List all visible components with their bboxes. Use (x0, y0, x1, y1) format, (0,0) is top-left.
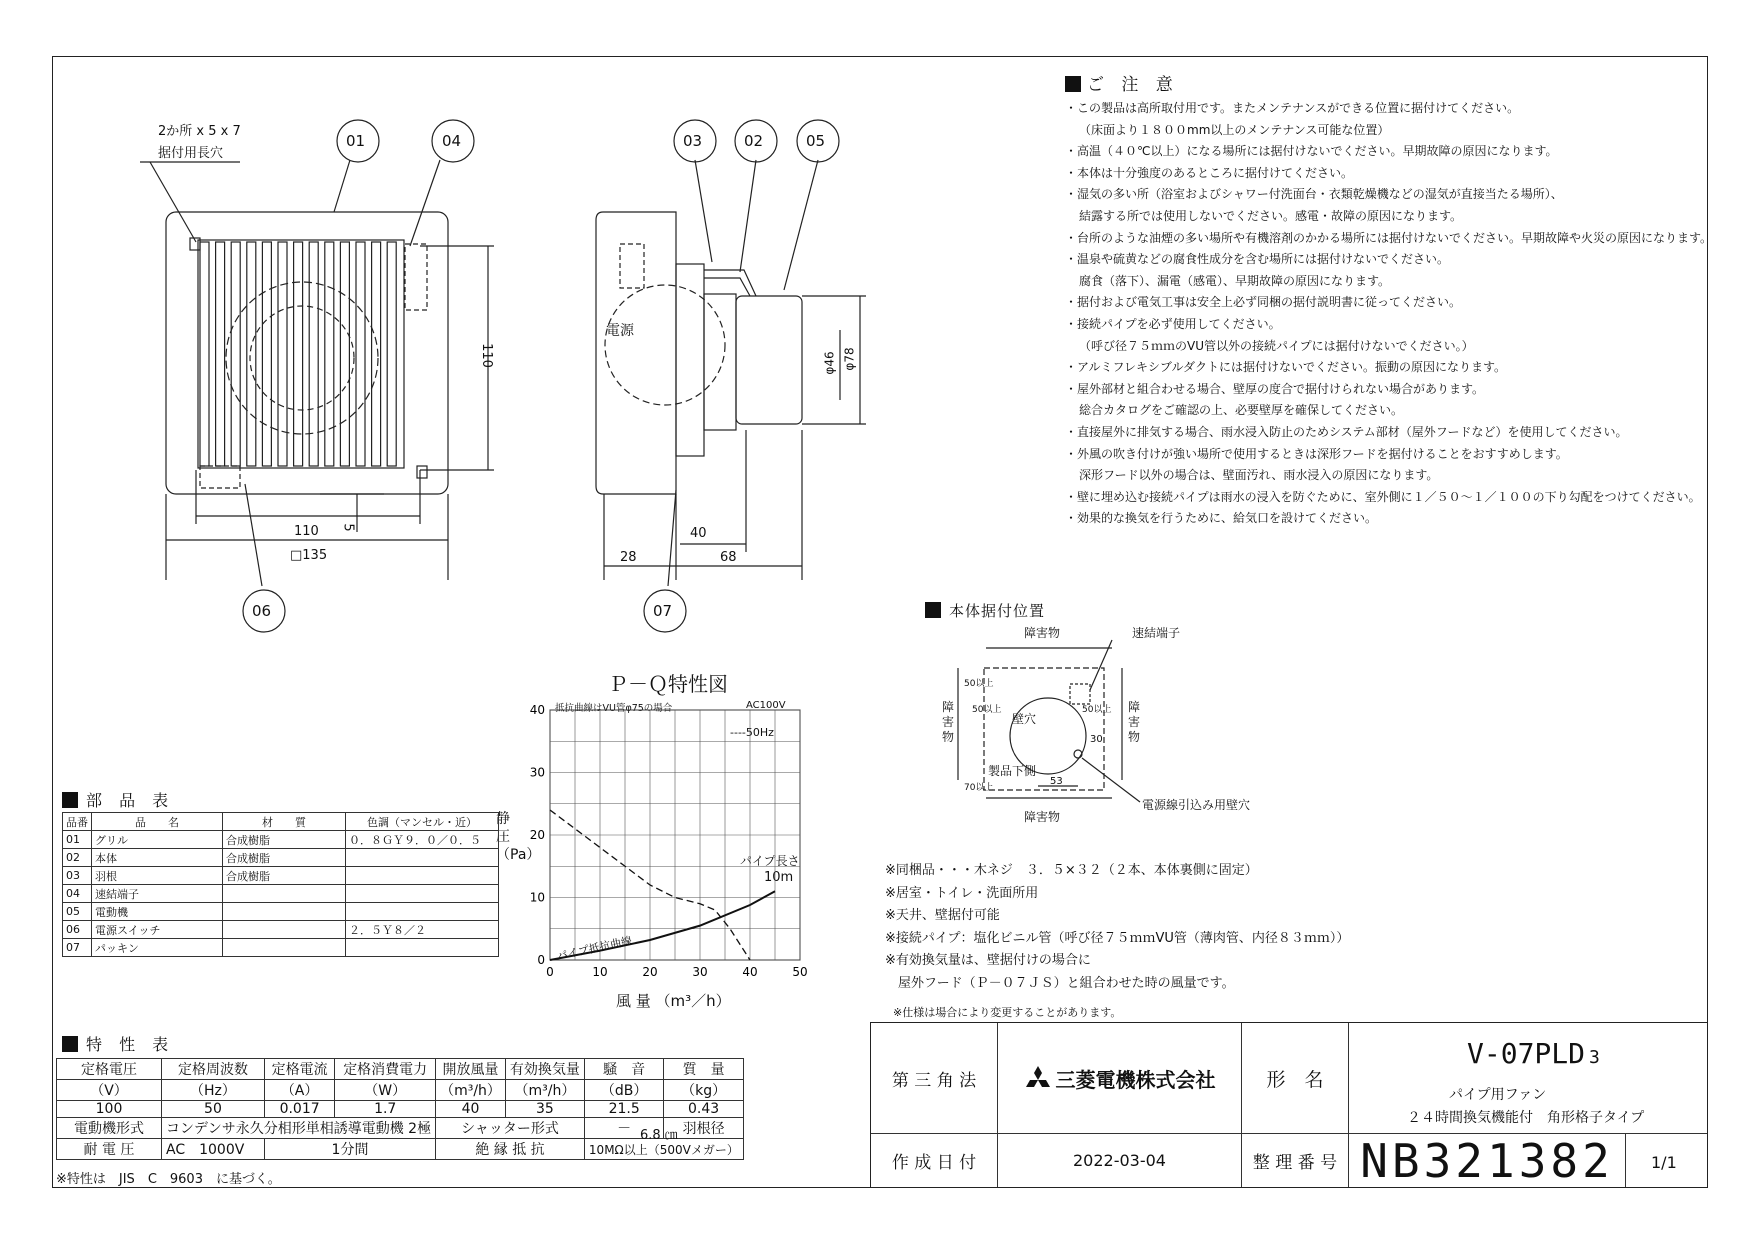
annot-10m: 10m (764, 870, 794, 885)
note-line: ・据付および電気工事は安全上必ず同梱の据付説明書に従ってください。 (1065, 295, 1462, 310)
model-desc-1: パイプ用ファン (1449, 1087, 1547, 1103)
annot-pipe-length: パイプ長さ (740, 854, 800, 868)
unit-cell: （V） (57, 1080, 162, 1101)
cell (223, 903, 346, 921)
power-label: 電源 (606, 323, 634, 339)
header-cell: 品 名 (92, 813, 223, 831)
unit-cell: （W） (335, 1080, 436, 1101)
cell (346, 939, 499, 957)
cell: 羽根 (92, 867, 223, 885)
x-tick-label: 30 (692, 965, 708, 979)
spec-change-note: ※仕様は場合により変更することがあります。 (893, 1006, 1122, 1019)
spec-table (56, 1058, 744, 1160)
header-cell: 色調（マンセル・近） (346, 813, 499, 831)
extra-note: ※居室・トイレ・洗面所用 (885, 885, 1039, 901)
value-cell: 0.017 (264, 1101, 334, 1118)
header-cell: 開放風量 (436, 1059, 506, 1080)
callout-01: 01 (346, 132, 366, 150)
table-row (63, 939, 499, 957)
slot-note-label: 据付用長穴 (158, 146, 224, 161)
mitsubishi-logo-icon (1024, 1066, 1052, 1090)
model-desc-2: ２４時間換気機能付 角形格子タイプ (1407, 1110, 1645, 1126)
title-block (870, 1022, 1708, 1188)
value-cell: 1.7 (335, 1101, 436, 1118)
slot-note: 2か所 x 5 x 7 (158, 124, 241, 139)
obstacle-left: 障害物 (942, 700, 955, 744)
note-line: （呼び径７５ｍｍのVU管以外の接続パイプには据付けないでください。） (1079, 338, 1474, 353)
grille-slat (294, 242, 303, 466)
callout-07: 07 (653, 602, 673, 620)
note-line: ・接続パイプを必ず使用してください。 (1065, 316, 1281, 331)
dim-46: φ46 (822, 351, 837, 375)
cell: 速結端子 (92, 885, 223, 903)
dim-50-right: 50以上 (1082, 705, 1112, 715)
cell (346, 885, 499, 903)
x-tick-label: 50 (792, 965, 808, 979)
unit-cell: （A） (264, 1080, 334, 1101)
note-line: ・屋外部材と組合わせる場合、壁厚の度合で据付けられない場合があります。 (1065, 381, 1485, 396)
table-row (63, 867, 499, 885)
model-number: V-07PLD (1467, 1037, 1586, 1070)
header-cell: 有効換気量 (505, 1059, 584, 1080)
model-label: 形 名 (1242, 1023, 1349, 1134)
cell: 07 (63, 939, 92, 957)
grille-slat (340, 242, 349, 466)
chart-title: Ｐ－Ｑ特性図 (608, 672, 728, 696)
cell (346, 849, 499, 867)
value-cell: 21.5 (584, 1101, 663, 1118)
header-cell: 品番 (63, 813, 92, 831)
chart-subtitle: 抵抗曲線はVU管φ75の場合 (555, 703, 673, 714)
x-tick-label: 10 (592, 965, 608, 979)
cell: 06 (63, 921, 92, 939)
x-tick-label: 20 (642, 965, 658, 979)
y-tick-label: 0 (537, 953, 545, 967)
cell: 合成樹脂 (223, 831, 346, 849)
dim-68: 68 (720, 550, 737, 565)
note-line: （床面より１８００mm以上のメンテナンス可能な位置） (1079, 122, 1390, 137)
dim-40: 40 (690, 526, 707, 541)
note-line: ・壁に埋め込む接続パイプは雨水の浸入を防ぐために、室外側に１／５０～１／１００の下り勾配をつけてください。 (1065, 489, 1701, 504)
cell (346, 903, 499, 921)
dim-110-height: 110 (478, 343, 494, 368)
note-line: 総合カタログをご確認の上、必要壁厚を確保してください。 (1079, 403, 1404, 418)
doc-number: NB321382 (1349, 1134, 1626, 1187)
blade-label: 羽根径 (664, 1118, 743, 1139)
table-row (63, 849, 499, 867)
note-line: ・高温（４０℃以上）になる場所には据付けないでください。早期故障の原因になります。 (1065, 144, 1558, 159)
dim-50-top: 50以上 (964, 679, 994, 689)
withstand-time: 1分間 (264, 1139, 435, 1160)
table-row (63, 921, 499, 939)
callout-03: 03 (683, 132, 703, 150)
cable-hole-label: 電源線引込み用壁穴 (1142, 798, 1251, 812)
cell: 合成樹脂 (223, 867, 346, 885)
grille-slat (325, 242, 334, 466)
insulation-label: 絶 縁 抵 抗 (436, 1139, 585, 1160)
table-row (63, 831, 499, 849)
cell: 合成樹脂 (223, 849, 346, 867)
y-tick-label: 40 (530, 703, 545, 717)
front-panel (166, 212, 448, 494)
cell: 04 (63, 885, 92, 903)
value-cell: 0.43 (664, 1101, 743, 1118)
header-cell: 材 質 (223, 813, 346, 831)
dim-135: □135 (290, 548, 328, 563)
chart-legend-50hz: ----50Hz (730, 726, 774, 739)
blade-value: 6.8 ㎝ (640, 1128, 678, 1143)
note-line: 深形フード以外の場合は、壁面汚れ、雨水浸入の原因になります。 (1079, 468, 1439, 483)
dim-110-width: 110 (294, 524, 319, 539)
chart-xlabel: 風 量 （m³／h） (616, 992, 731, 1010)
note-line: 腐食（落下）、漏電（感電）、早期故障の原因になります。 (1079, 273, 1391, 288)
obstacle-bottom: 障害物 (1024, 810, 1061, 824)
note-line: ・アルミフレキシブルダクトには据付けないでください。振動の原因になります。 (1065, 360, 1507, 375)
cell (223, 939, 346, 957)
insulation-value: 10MΩ以上（500Vメガー） (584, 1139, 743, 1160)
install-title: 本体据付位置 (925, 600, 1045, 621)
cell: 03 (63, 867, 92, 885)
withstand-label: 耐 電 圧 (57, 1139, 162, 1160)
header-cell: 定格電圧 (57, 1059, 162, 1080)
cell: パッキン (92, 939, 223, 957)
motor-label: 電動機形式 (57, 1118, 162, 1139)
grille-slat (372, 242, 381, 466)
withstand-value: AC 1000V (162, 1139, 265, 1160)
grille-slats (200, 242, 396, 466)
page-number: 1/1 (1651, 1153, 1677, 1172)
header-cell: 質 量 (664, 1059, 743, 1080)
header-cell: 定格周波数 (162, 1059, 265, 1080)
terminal-label: 速結端子 (1132, 626, 1181, 640)
annot-pipe-curve: パイプ抵抗曲線 (555, 934, 634, 963)
dim-30: 30 (1090, 734, 1103, 745)
pq-chart (530, 700, 820, 990)
motor-value: コンデンサ永久分相形単相誘導電動機 2極 (162, 1118, 436, 1139)
grille-slat (387, 242, 396, 466)
dim-5: 5 (340, 523, 356, 532)
notes-list (1065, 98, 1715, 530)
cell: ０．８ＧＹ９．０／０．５ (346, 831, 499, 849)
date-value: 2022-03-04 (998, 1134, 1242, 1187)
unit-cell: （Hz） (162, 1080, 265, 1101)
note-line: ・台所のような油煙の多い場所や有機溶剤のかかる場所には据付けないでください。早期故障や火災の原因になります。 (1065, 230, 1713, 245)
chart-ylabel: 静圧（Pa） (496, 811, 541, 863)
dim-53: 53 (1050, 776, 1063, 787)
cell (223, 921, 346, 939)
extra-note: 屋外フード（Ｐ－０７ＪＳ）と組合わせた時の風量です。 (885, 975, 1235, 991)
square-bullet-icon (1065, 76, 1081, 92)
chart-supply: AC100V (746, 700, 786, 711)
unit-cell: （m³/h） (505, 1080, 584, 1101)
table-row (63, 885, 499, 903)
note-line: ・効果的な換気を行うために、給気口を設けてください。 (1065, 511, 1378, 526)
unit-cell: （dB） (584, 1080, 663, 1101)
note-line: ・直接屋外に排気する場合、雨水浸入防止のためシステム部材（屋外フードなど）を使用してください。 (1065, 424, 1628, 439)
extra-notes (885, 860, 1349, 995)
callout-02: 02 (744, 132, 764, 150)
callout-04: 04 (442, 132, 462, 150)
shutter-value: － (584, 1118, 663, 1139)
grille-slat (200, 242, 209, 466)
dim-78: φ78 (842, 347, 857, 371)
projection-label: 第 三 角 法 (871, 1023, 998, 1134)
x-tick-label: 0 (546, 965, 554, 979)
value-cell: 40 (436, 1101, 506, 1118)
unit-cell: （m³/h） (436, 1080, 506, 1101)
dim-28: 28 (620, 550, 637, 565)
extra-note: ※同梱品・・・木ネジ ３．５×３２（２本、本体裏側に固定） (885, 863, 1258, 878)
note-line: ・温泉や硫黄などの腐食性成分を含む場所には据付けないでください。 (1065, 252, 1450, 267)
series-pipe-resistance-line (550, 891, 775, 960)
y-tick-label: 20 (530, 828, 545, 842)
cell: グリル (92, 831, 223, 849)
y-tick-label: 30 (530, 765, 545, 780)
dim-70: 70以上 (964, 783, 994, 793)
extra-note: ※接続パイプ：塩化ビニル管（呼び径７５ｍｍVU管（薄肉管、内径８３ｍｍ）） (885, 930, 1350, 946)
model-suffix: 3 (1589, 1047, 1600, 1068)
product-bottom-label: 製品下側 (988, 764, 1037, 778)
dim-50-left: 50以上 (972, 705, 1002, 715)
spec-footnote: ※特性は JIS C 9603 に基づく。 (56, 1172, 281, 1187)
cell: 電源スイッチ (92, 921, 223, 939)
obstacle-right: 障害物 (1128, 700, 1141, 744)
callout-05: 05 (806, 132, 826, 150)
table-row (63, 903, 499, 921)
doc-number-label: 整 理 番 号 (1242, 1134, 1349, 1187)
value-cell: 35 (505, 1101, 584, 1118)
grille-slat (356, 242, 365, 466)
spec-title: 特 性 表 (62, 1032, 174, 1055)
value-cell: 100 (57, 1101, 162, 1118)
cell: 01 (63, 831, 92, 849)
obstacle-top: 障害物 (1024, 626, 1061, 640)
unit-cell: （kg） (664, 1080, 743, 1101)
y-tick-label: 10 (530, 890, 545, 905)
grille-slat (216, 242, 225, 466)
grille-slat (231, 242, 240, 466)
grille-slat (309, 242, 318, 466)
cell (346, 867, 499, 885)
extra-note: ※天井、壁据付可能 (885, 908, 1000, 923)
model-cell (1349, 1023, 1707, 1134)
parts-table (62, 812, 499, 957)
value-cell: 50 (162, 1101, 265, 1118)
note-line: ・この製品は高所取付用です。またメンテナンスができる位置に据付けてください。 (1065, 101, 1520, 115)
notes-title: ご 注 意 (1065, 70, 1179, 95)
note-line: ・外風の吹き付けが強い場所で使用するときは深形フードを据付けることをおすすめします。 (1065, 446, 1568, 461)
cell: 電動機 (92, 903, 223, 921)
company-name: 三菱電機株式会社 (1055, 1067, 1216, 1092)
cell: ２．５Ｙ８／２ (346, 921, 499, 939)
grille-slat (247, 242, 256, 466)
company-cell (998, 1023, 1242, 1134)
x-tick-label: 40 (742, 965, 758, 979)
callout-06: 06 (252, 602, 272, 620)
grille-slat (262, 242, 271, 466)
cell (223, 885, 346, 903)
header-cell: 定格消費電力 (335, 1059, 436, 1080)
shutter-label: シャッター形式 (436, 1118, 585, 1139)
note-line: 結露する所では使用しないでください。感電・故障の原因になります。 (1079, 208, 1463, 223)
cell: 05 (63, 903, 92, 921)
note-line: ・本体は十分強度のあるところに据付けてください。 (1065, 165, 1354, 180)
header-cell: 騒 音 (584, 1059, 663, 1080)
wall-hole-label: 壁穴 (1012, 712, 1037, 726)
date-label: 作 成 日 付 (871, 1134, 998, 1187)
note-line: ・湿気の多い所（浴室およびシャワー付洗面台・衣類乾燥機などの湿気が直接当たる場所）、 (1065, 187, 1563, 202)
extra-note: ※有効換気量は、壁据付けの場合に (885, 953, 1091, 968)
cell: 本体 (92, 849, 223, 867)
cell: 02 (63, 849, 92, 867)
parts-title: 部 品 表 (62, 788, 174, 811)
header-cell: 定格電流 (264, 1059, 334, 1080)
